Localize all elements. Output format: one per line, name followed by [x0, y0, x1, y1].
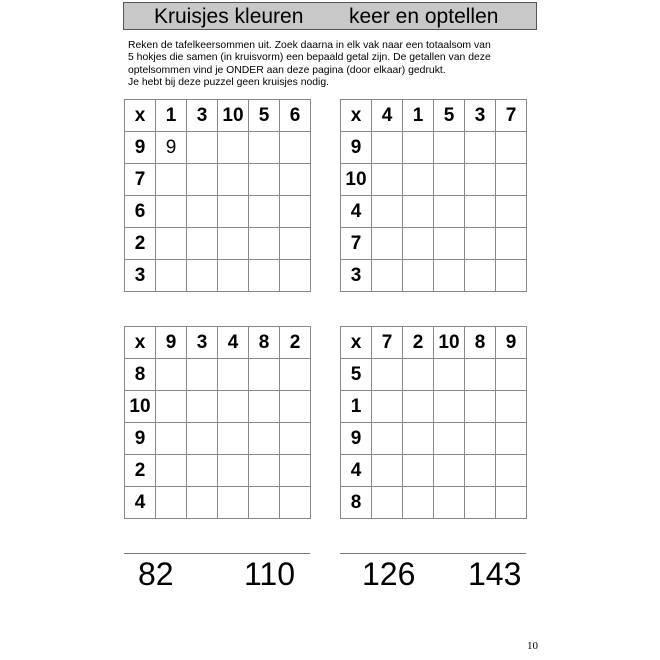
answer-cell[interactable] [218, 132, 249, 164]
sum-value: 110 [244, 556, 296, 592]
grid-corner-multiply: x [125, 100, 156, 132]
answer-cell[interactable] [434, 228, 465, 260]
answer-cell[interactable] [187, 164, 218, 196]
answer-cell[interactable] [496, 455, 527, 487]
answer-cell[interactable] [187, 260, 218, 292]
title-bar [123, 2, 537, 30]
answer-cell[interactable] [496, 359, 527, 391]
answer-cell[interactable] [218, 164, 249, 196]
answer-cell[interactable] [249, 164, 280, 196]
row-header: 5 [341, 359, 372, 391]
answer-cell[interactable] [465, 391, 496, 423]
answer-cell[interactable] [434, 164, 465, 196]
answer-cell[interactable] [249, 196, 280, 228]
answer-cell[interactable] [218, 455, 249, 487]
grid-row [341, 487, 527, 519]
answer-cell[interactable] [372, 164, 403, 196]
multiplication-grid-4 [340, 326, 527, 519]
row-header: 7 [341, 228, 372, 260]
grid-corner-multiply: x [125, 327, 156, 359]
grid-row [125, 164, 311, 196]
answer-cell[interactable] [403, 359, 434, 391]
answer-cell[interactable] [496, 228, 527, 260]
multiplication-grid-2 [340, 99, 527, 292]
grid-row [125, 455, 311, 487]
answer-cell[interactable] [218, 196, 249, 228]
grid-row [125, 487, 311, 519]
answer-cell[interactable] [187, 132, 218, 164]
column-header: 10 [434, 327, 465, 359]
answer-cell[interactable] [496, 164, 527, 196]
instruction-line: Je hebt bij deze puzzel geen kruisjes nodig. [128, 77, 330, 89]
grid-row [125, 423, 311, 455]
grid-corner-multiply: x [341, 100, 372, 132]
answer-cell[interactable] [372, 260, 403, 292]
answer-cell[interactable] [372, 487, 403, 519]
grid-row [125, 196, 311, 228]
answer-cell[interactable] [280, 132, 311, 164]
answer-cell[interactable] [218, 391, 249, 423]
answer-cell[interactable] [187, 455, 218, 487]
sum-value: 82 [138, 556, 174, 592]
answer-cell[interactable] [434, 132, 465, 164]
answer-cell[interactable] [156, 196, 187, 228]
grid-row [125, 391, 311, 423]
answer-cell[interactable] [187, 196, 218, 228]
answer-cell[interactable] [465, 164, 496, 196]
answer-cell[interactable] [372, 196, 403, 228]
answer-cell[interactable] [372, 423, 403, 455]
column-header: 9 [496, 327, 527, 359]
grid-row [341, 260, 527, 292]
answer-line-left [124, 553, 310, 554]
column-header: 4 [218, 327, 249, 359]
sum-value: 126 [362, 556, 416, 592]
answer-cell[interactable] [434, 391, 465, 423]
grid-row [341, 423, 527, 455]
answer-cell[interactable] [496, 391, 527, 423]
answer-line-right [340, 553, 526, 554]
column-header: 1 [156, 100, 187, 132]
instructions [128, 40, 548, 90]
answer-cell[interactable] [156, 260, 187, 292]
answer-cell[interactable] [218, 423, 249, 455]
answer-cell[interactable] [403, 164, 434, 196]
answer-cell[interactable] [249, 391, 280, 423]
row-header: 7 [125, 164, 156, 196]
answer-cell[interactable] [187, 359, 218, 391]
answer-cell[interactable] [465, 228, 496, 260]
answer-cell[interactable] [249, 359, 280, 391]
row-header: 8 [341, 487, 372, 519]
answer-cell[interactable] [372, 455, 403, 487]
grid-row [341, 455, 527, 487]
answer-cell[interactable] [434, 487, 465, 519]
answer-cell[interactable] [249, 455, 280, 487]
row-header: 9 [125, 132, 156, 164]
answer-cell[interactable] [249, 260, 280, 292]
answer-cell[interactable] [434, 455, 465, 487]
answer-cell[interactable] [403, 423, 434, 455]
answer-cell[interactable] [156, 423, 187, 455]
answer-cell[interactable] [280, 359, 311, 391]
column-header: 10 [218, 100, 249, 132]
answer-cell[interactable] [280, 196, 311, 228]
answer-cell[interactable] [249, 132, 280, 164]
answer-cell[interactable] [372, 132, 403, 164]
answer-cell[interactable] [249, 228, 280, 260]
answer-cell[interactable] [249, 487, 280, 519]
answer-cell[interactable] [156, 487, 187, 519]
answer-cell[interactable] [280, 487, 311, 519]
grid-row [125, 260, 311, 292]
row-header: 9 [341, 132, 372, 164]
answer-cell[interactable] [280, 260, 311, 292]
answer-cell[interactable] [465, 487, 496, 519]
answer-cell[interactable] [372, 391, 403, 423]
row-header: 1 [341, 391, 372, 423]
answer-cell[interactable] [465, 423, 496, 455]
column-header: 9 [156, 327, 187, 359]
sum-value: 143 [468, 556, 522, 592]
row-header: 3 [341, 260, 372, 292]
answer-cell[interactable] [187, 487, 218, 519]
answer-cell[interactable] [249, 423, 280, 455]
row-header: 4 [125, 487, 156, 519]
grid-header-row [341, 100, 527, 132]
answer-cell[interactable] [403, 487, 434, 519]
row-header: 4 [341, 196, 372, 228]
grid-row [341, 391, 527, 423]
column-header: 1 [403, 100, 434, 132]
answer-cell[interactable] [372, 228, 403, 260]
answer-cell[interactable] [156, 391, 187, 423]
answer-cell[interactable] [218, 228, 249, 260]
grid-header-row [341, 327, 527, 359]
answer-cell[interactable] [465, 132, 496, 164]
row-header: 6 [125, 196, 156, 228]
answer-cell[interactable] [496, 196, 527, 228]
answer-cell[interactable] [187, 228, 218, 260]
row-header: 10 [125, 391, 156, 423]
row-header: 10 [341, 164, 372, 196]
answer-cell[interactable] [156, 164, 187, 196]
grid-row [341, 164, 527, 196]
answer-cell[interactable] [403, 132, 434, 164]
column-header: 8 [465, 327, 496, 359]
answer-cell[interactable] [280, 164, 311, 196]
row-header: 9 [125, 423, 156, 455]
grid-row [125, 228, 311, 260]
answer-cell[interactable] [403, 455, 434, 487]
column-header: 8 [249, 327, 280, 359]
row-header: 2 [125, 455, 156, 487]
answer-cell[interactable] [187, 423, 218, 455]
page-number: 10 [527, 640, 538, 652]
answer-cell[interactable] [218, 260, 249, 292]
grid-row [341, 228, 527, 260]
answer-cell[interactable] [496, 260, 527, 292]
answer-cell[interactable] [403, 260, 434, 292]
column-header: 3 [465, 100, 496, 132]
column-header: 3 [187, 100, 218, 132]
multiplication-grid-3 [124, 326, 311, 519]
row-header: 2 [125, 228, 156, 260]
grid-row [341, 132, 527, 164]
row-header: 4 [341, 455, 372, 487]
answer-cell[interactable]: 9 [156, 132, 187, 164]
answer-cell[interactable] [465, 455, 496, 487]
grid-header-row [125, 100, 311, 132]
answer-cell[interactable] [156, 228, 187, 260]
instruction-line: Reken de tafelkeersommen uit. Zoek daarna in elk vak naar een totaalsom van [128, 40, 491, 51]
grid-corner-multiply: x [341, 327, 372, 359]
answer-cell[interactable] [496, 423, 527, 455]
answer-cell[interactable] [465, 260, 496, 292]
answer-cell[interactable] [156, 359, 187, 391]
multiplication-grid-1 [124, 99, 311, 292]
answer-cell[interactable] [187, 391, 218, 423]
answer-cell[interactable] [403, 391, 434, 423]
instruction-line: 5 hokjes die samen (in kruisvorm) een bepaald getal zijn. De getallen van deze [128, 52, 491, 64]
answer-cell[interactable] [218, 487, 249, 519]
column-header: 2 [280, 327, 311, 359]
answer-cell[interactable] [403, 228, 434, 260]
grid-header-row [125, 327, 311, 359]
grid-row [341, 196, 527, 228]
column-header: 4 [372, 100, 403, 132]
column-header: 7 [496, 100, 527, 132]
answer-cell[interactable] [403, 196, 434, 228]
answer-cell[interactable] [372, 359, 403, 391]
column-header: 3 [187, 327, 218, 359]
answer-cell[interactable] [465, 196, 496, 228]
column-header: 5 [249, 100, 280, 132]
title-part-1: Kruisjes kleuren [154, 5, 304, 28]
title-part-2: keer en optellen [349, 5, 499, 28]
column-header: 6 [280, 100, 311, 132]
answer-cell[interactable] [496, 132, 527, 164]
answer-cell[interactable] [280, 391, 311, 423]
grid-row [125, 132, 311, 164]
grid-row [341, 359, 527, 391]
answer-cell[interactable] [434, 359, 465, 391]
answer-cell[interactable] [434, 423, 465, 455]
answer-cell[interactable] [280, 455, 311, 487]
row-header: 3 [125, 260, 156, 292]
answer-cell[interactable] [280, 423, 311, 455]
answer-cell[interactable] [434, 260, 465, 292]
column-header: 7 [372, 327, 403, 359]
instruction-line: optelsommen vind je ONDER aan deze pagina (door elkaar) gedrukt. [128, 64, 446, 76]
grid-row [125, 359, 311, 391]
answer-cell[interactable] [465, 359, 496, 391]
answer-cell[interactable] [156, 455, 187, 487]
column-header: 2 [403, 327, 434, 359]
answer-cell[interactable] [218, 359, 249, 391]
column-header: 5 [434, 100, 465, 132]
answer-cell[interactable] [496, 487, 527, 519]
answer-cell[interactable] [280, 228, 311, 260]
answer-cell[interactable] [434, 196, 465, 228]
row-header: 9 [341, 423, 372, 455]
row-header: 8 [125, 359, 156, 391]
